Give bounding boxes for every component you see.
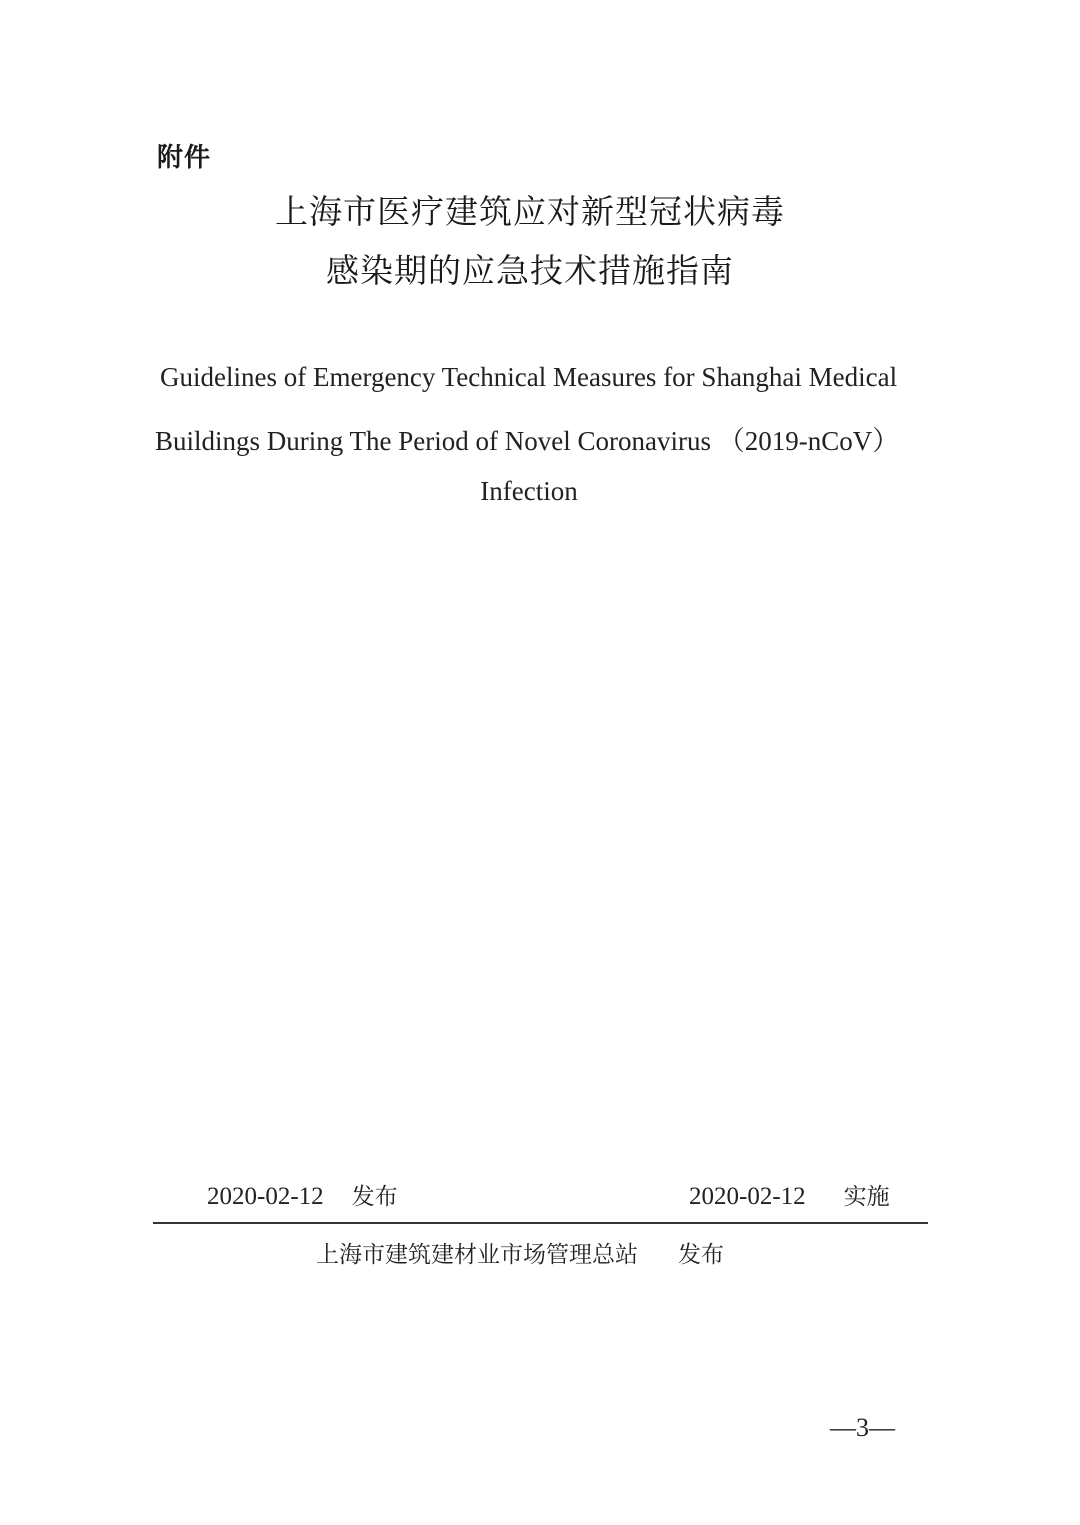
release-date-group	[207, 1178, 398, 1211]
implementation-verb: 实施	[843, 1184, 890, 1210]
title-english-line-3: Infection	[480, 476, 578, 506]
implementation-date-group	[689, 1178, 890, 1211]
issuer-name: 上海市建筑建材业市场管理总站	[316, 1242, 638, 1268]
issuer-group	[316, 1236, 724, 1269]
issuer-verb: 发布	[678, 1242, 724, 1268]
title-chinese-line-2: 感染期的应急技术措施指南	[326, 251, 734, 290]
title-english-line-2: Buildings During The Period of Novel Coronavirus （2019-nCoV）	[155, 426, 900, 456]
title-english-line-1: Guidelines of Emergency Technical Measures for Shanghai Medical	[160, 362, 898, 392]
release-date: 2020-02-12	[207, 1183, 324, 1210]
footer-divider	[153, 1222, 928, 1224]
page-number: —3—	[830, 1413, 895, 1442]
attachment-label: 附件	[157, 143, 212, 173]
implementation-date: 2020-02-12	[689, 1183, 806, 1210]
release-verb: 发布	[351, 1184, 398, 1210]
title-chinese-line-1: 上海市医疗建筑应对新型冠状病毒	[275, 192, 785, 231]
